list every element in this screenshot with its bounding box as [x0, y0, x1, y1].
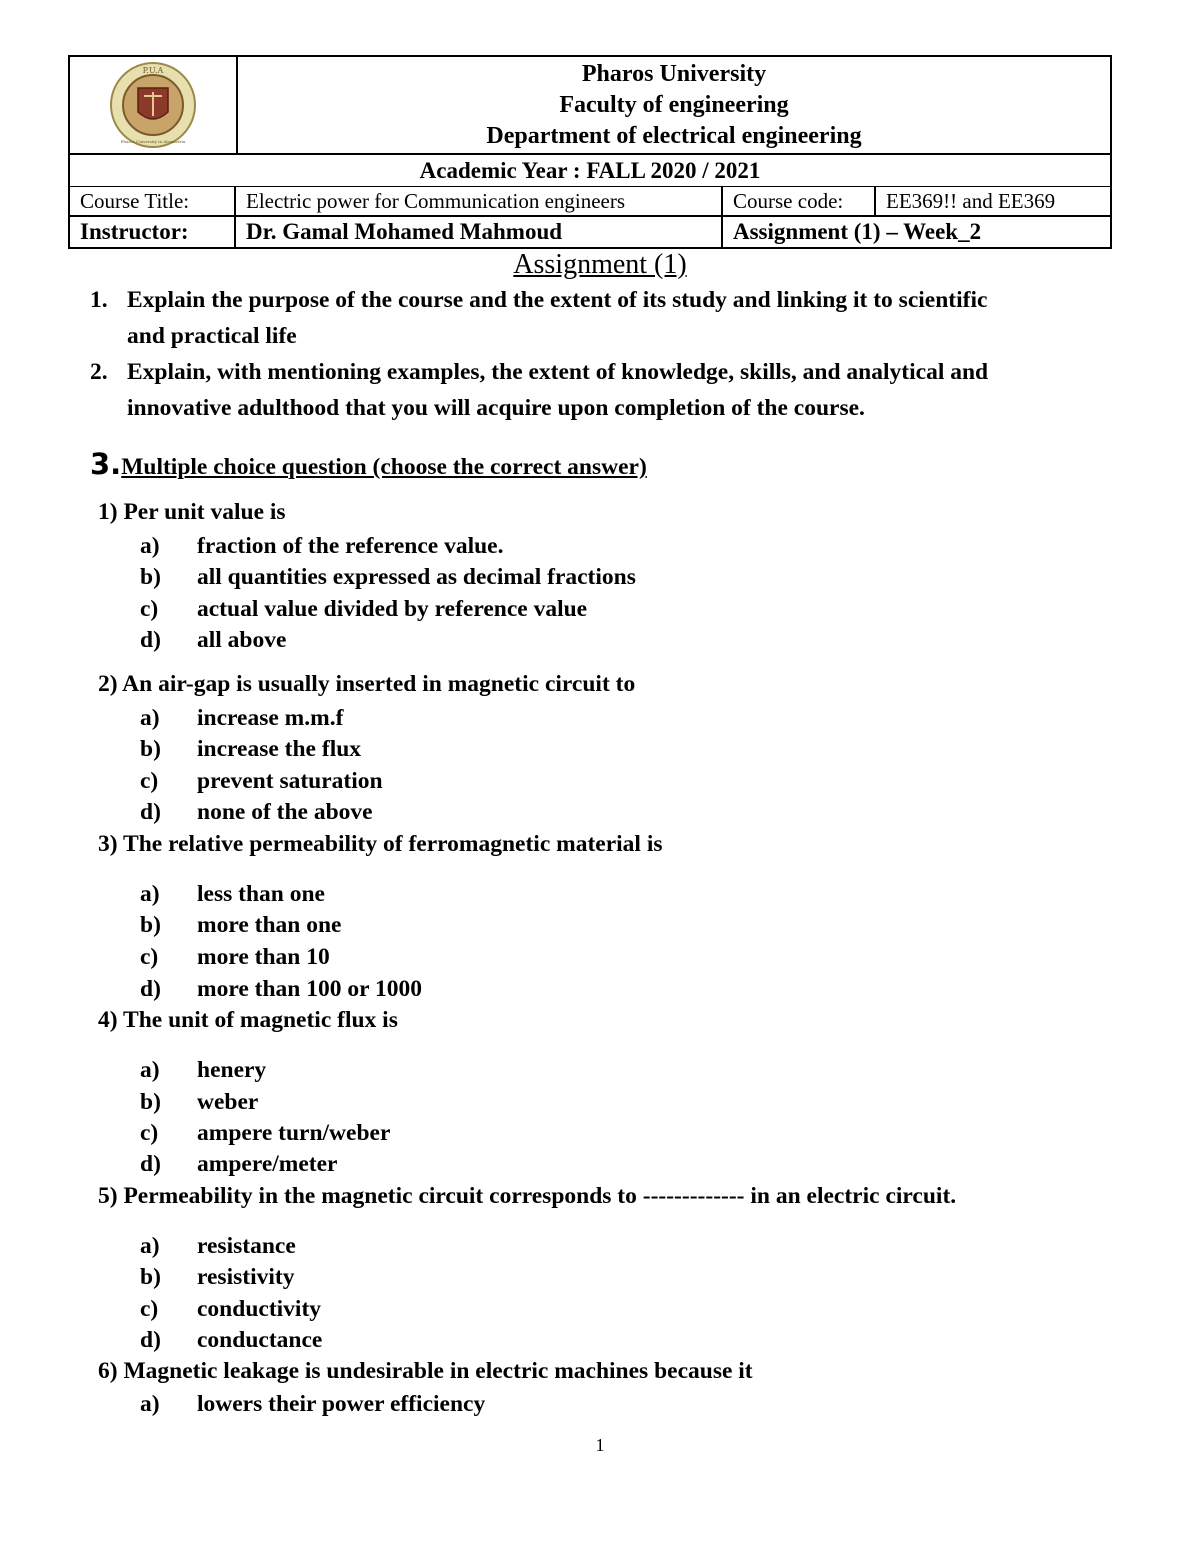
mcq-option: a) fraction of the reference value. [140, 533, 504, 559]
mcq-question: 5) Permeability in the magnetic circuit corresponds to ------------- in an electric circuit. [98, 1183, 957, 1209]
header-top-row [68, 55, 1112, 155]
assignment-title: Assignment (1) [513, 249, 687, 280]
department-name: Department of electrical engineering [486, 122, 862, 149]
university-logo [70, 57, 238, 153]
mcq-option: c) actual value divided by reference value [140, 596, 588, 622]
mcq-question: 4) The unit of magnetic flux is [98, 1007, 398, 1033]
mcq-option: b) weber [140, 1089, 259, 1115]
mcq-option: d) none of the above [140, 799, 373, 825]
course-row [68, 187, 1112, 217]
course-code: EE369!! and EE369 [886, 188, 1056, 213]
page-number: 1 [595, 1435, 605, 1455]
mcq-option: c) conductivity [140, 1296, 322, 1322]
mcq-option: b) increase the flux [140, 736, 362, 762]
mcq-option: d) more than 100 or 1000 [140, 976, 422, 1002]
instructor-label: Instructor: [70, 217, 236, 247]
mcq-question: 2) An air-gap is usually inserted in magnetic circuit to [98, 671, 636, 697]
university-name: Pharos University [581, 60, 767, 87]
course-title: Electric power for Communication engineers [236, 187, 723, 215]
mcq-option: a) henery [140, 1057, 267, 1083]
mcq-option: b) resistivity [140, 1264, 295, 1290]
mcq-option: d) all above [140, 627, 287, 653]
mcq-option: c) prevent saturation [140, 768, 383, 794]
mcq-option: a) resistance [140, 1233, 296, 1259]
instructor-name: Dr. Gamal Mohamed Mahmoud [236, 217, 723, 247]
svg-text:Pharos University in Alexandri: Pharos University in Alexandria [120, 139, 186, 144]
mcq-option: d) ampere/meter [140, 1151, 338, 1177]
mcq-option: c) ampere turn/weber [140, 1120, 391, 1146]
academic-year: Academic Year : FALL 2020 / 2021 [68, 155, 1112, 187]
assignment-week: Assignment (1) – Week_2 [733, 219, 982, 244]
course-code-label: Course code: [723, 187, 876, 215]
header-table [68, 55, 1112, 249]
essay-question: 1. Explain the purpose of the course and the extent of its study and linking it to scientific and practical life [90, 287, 988, 349]
mcq-heading: 3.Multiple choice question (choose the correct answer) [90, 447, 647, 481]
mcq-option: a) less than one [140, 881, 325, 907]
mcq-option: b) all quantities expressed as decimal fractions [140, 564, 636, 590]
mcq-option: a) lowers their power efficiency [140, 1391, 486, 1417]
instructor-row [68, 217, 1112, 249]
mcq-option: b) more than one [140, 912, 342, 938]
mcq-option: d) conductance [140, 1327, 323, 1353]
mcq-question: 3) The relative permeability of ferromagnetic material is [98, 831, 663, 857]
essay-question: 2. Explain, with mentioning examples, the extent of knowledge, skills, and analytical and innovative adulthood that you will acquire upon completion of the course. [90, 359, 989, 421]
course-title-label: Course Title: [70, 187, 236, 215]
university-info [238, 57, 1110, 153]
mcq-question: 1) Per unit value is [98, 499, 286, 525]
faculty-name: Faculty of engineering [559, 91, 789, 118]
mcq-question: 6) Magnetic leakage is undesirable in electric machines because it [98, 1358, 753, 1384]
mcq-option: a) increase m.m.f [140, 705, 344, 731]
mcq-option: c) more than 10 [140, 944, 330, 970]
svg-text:P.U.A: P.U.A [142, 66, 164, 75]
